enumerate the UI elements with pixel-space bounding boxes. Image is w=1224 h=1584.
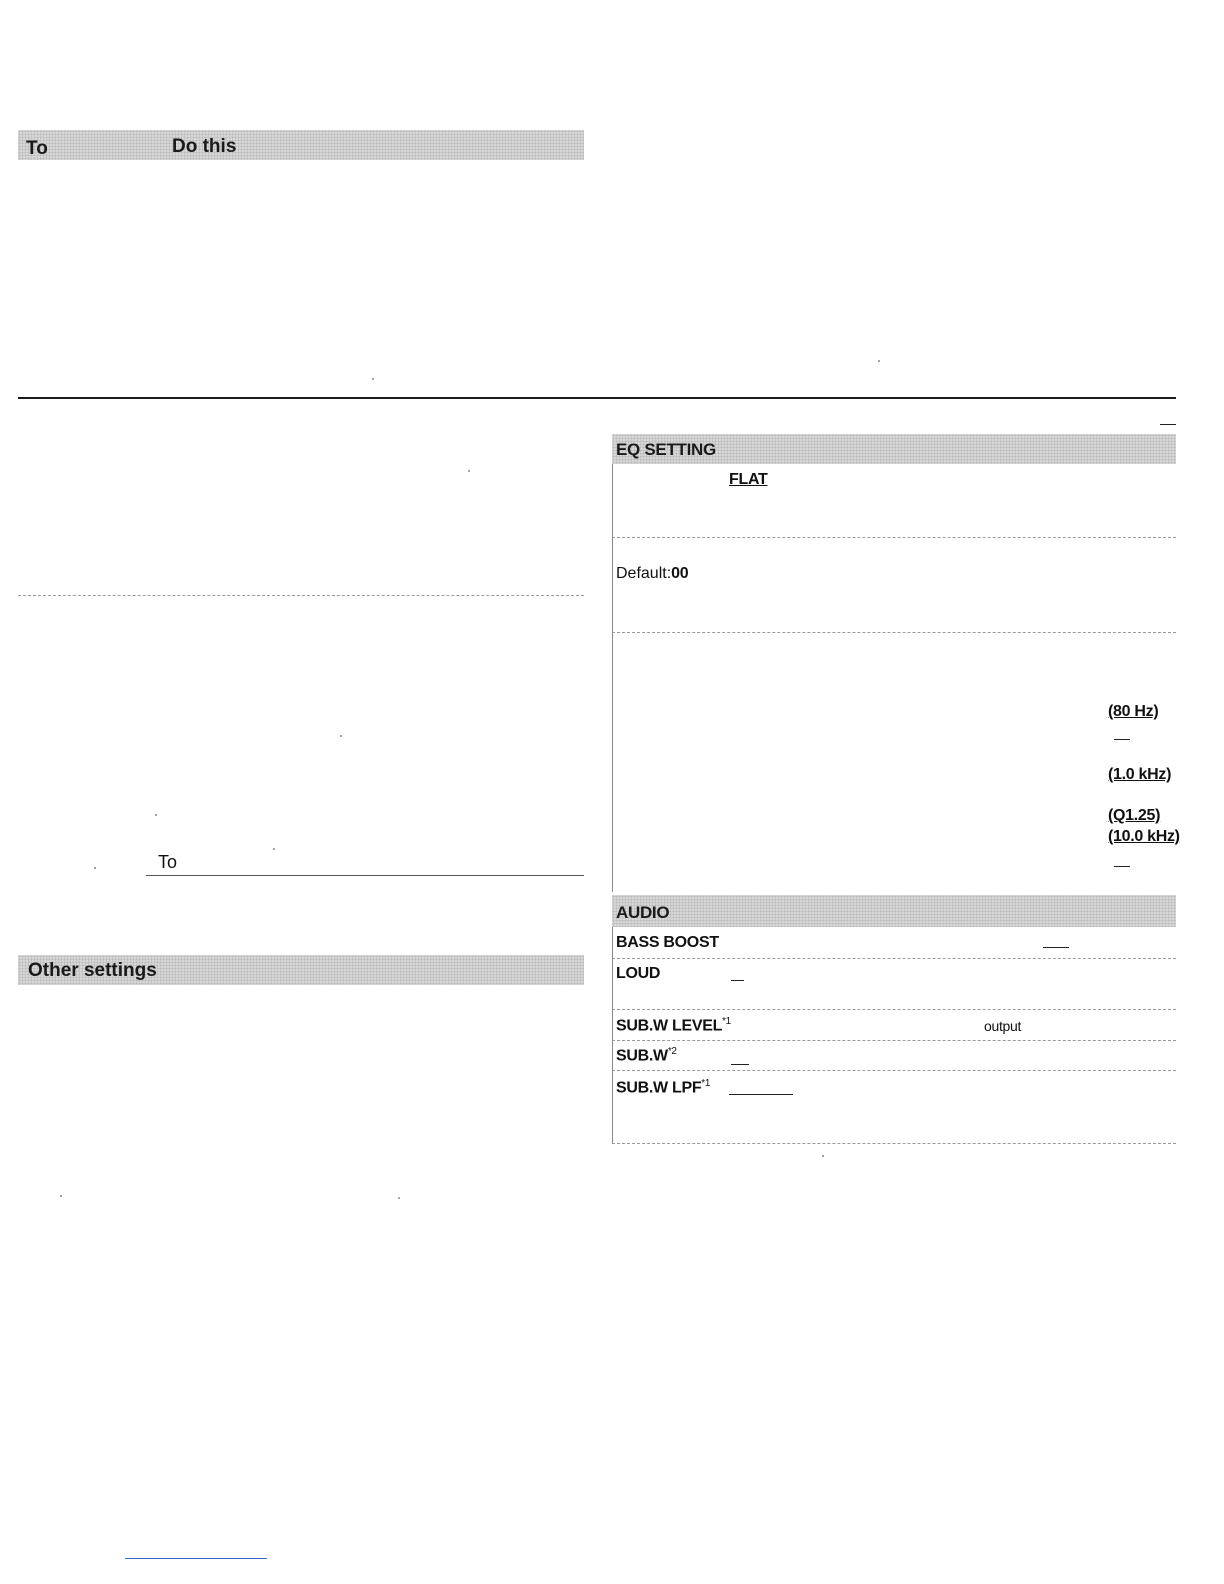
- speck: [94, 867, 96, 869]
- subw-note: *2: [667, 1046, 677, 1057]
- eq-left-border: [612, 464, 613, 892]
- audio-header: [612, 895, 1176, 927]
- eq-value-10khz: (10.0 kHz): [1108, 828, 1180, 845]
- eq-default-label: Default:: [616, 565, 672, 582]
- subw-level-label: SUB.W LEVEL: [616, 1017, 723, 1035]
- speck: [468, 470, 470, 472]
- audio-row-subw: [616, 1046, 677, 1065]
- audio-divider-2: [612, 1009, 1176, 1010]
- output-label: output: [984, 1018, 1022, 1034]
- eq-setting-header: [612, 434, 1176, 464]
- eq-value-1khz: (1.0 kHz): [1108, 766, 1172, 783]
- speck: [155, 814, 157, 816]
- left-table-header: [18, 130, 584, 160]
- subw-lpf-label: SUB.W LPF: [616, 1079, 702, 1097]
- speck: [372, 378, 374, 380]
- speck: [822, 1155, 824, 1157]
- corner-dash: [1160, 424, 1176, 425]
- speck: [340, 735, 342, 737]
- subw-dash: [731, 1064, 749, 1065]
- speck: [60, 1195, 62, 1197]
- to-label: To: [158, 852, 178, 872]
- eq-default: [616, 565, 688, 583]
- eq-dash-2: [1114, 866, 1130, 867]
- audio-row-subw-level: [616, 1016, 731, 1035]
- eq-flat-value: FLAT: [729, 471, 768, 488]
- bass-boost-label: BASS BOOST: [616, 934, 719, 951]
- other-settings-title: Other settings: [28, 960, 157, 981]
- bass-boost-dash: [1043, 947, 1069, 948]
- eq-setting-title: EQ SETTING: [616, 440, 716, 459]
- do-this-column-heading: Do this: [172, 136, 237, 157]
- to-underline: [146, 875, 584, 876]
- audio-bottom-border: [612, 1143, 1176, 1144]
- audio-divider-1: [612, 958, 1176, 959]
- audio-row-loud: [616, 965, 660, 983]
- left-row-divider: [18, 595, 584, 596]
- loud-label: LOUD: [616, 965, 661, 982]
- eq-default-value: 00: [671, 565, 689, 582]
- audio-divider-3: [612, 1040, 1176, 1041]
- speck: [398, 1197, 400, 1199]
- audio-title: AUDIO: [616, 903, 670, 922]
- subw-level-note: *1: [722, 1016, 731, 1027]
- eq-row-divider-2: [612, 632, 1176, 633]
- loud-dash: [731, 980, 744, 981]
- audio-divider-4: [612, 1070, 1176, 1071]
- subw-lpf-underline: [729, 1094, 793, 1095]
- other-settings-header: [18, 955, 584, 985]
- eq-dash-1: [1114, 739, 1130, 740]
- audio-row-subw-lpf: [616, 1078, 710, 1097]
- to-column-heading: To: [26, 138, 48, 159]
- top-rule: [18, 397, 1176, 399]
- subw-label: SUB.W: [616, 1047, 668, 1065]
- subw-lpf-note: *1: [701, 1078, 711, 1089]
- bottom-blue-rule: [125, 1558, 267, 1559]
- audio-left-border: [612, 927, 613, 1143]
- audio-row-bass-boost: [616, 934, 719, 952]
- eq-value-q125: (Q1.25): [1108, 807, 1161, 824]
- speck: [878, 360, 880, 362]
- eq-value-80hz: (80 Hz): [1108, 703, 1159, 720]
- eq-row-divider-1: [612, 537, 1176, 538]
- speck: [273, 848, 275, 850]
